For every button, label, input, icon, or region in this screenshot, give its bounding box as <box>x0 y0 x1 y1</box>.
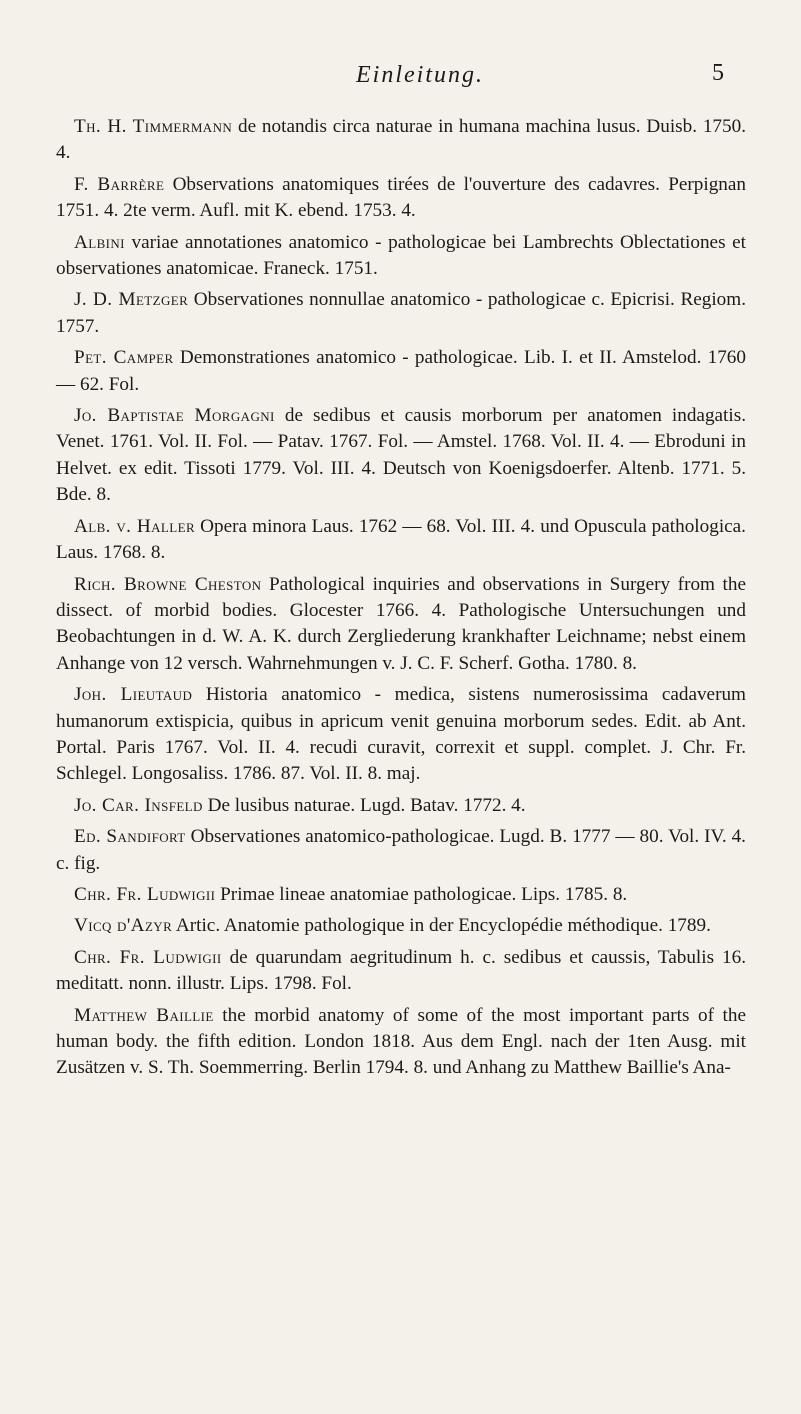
bibliography-entry <box>56 572 746 678</box>
entry-author: Th. H. Timmermann <box>74 116 233 137</box>
bibliography-entry <box>56 403 746 509</box>
entry-text: De lusibus naturae. Lugd. Batav. 1772. 4. <box>202 794 526 816</box>
entry-text: Observations anatomiques tirées de l'ouverture des cadavres. Perpignan 1751. 4. 2te verm. Aufl. mit K. ebend. 1753. 4. <box>56 173 746 222</box>
bibliography-entry <box>56 114 746 167</box>
bibliography-list <box>56 114 746 1087</box>
entry-text: Opera minora Laus. 1762 — 68. Vol. III. 4. und Opuscula pathologica. Laus. 1768. 8. <box>56 515 746 564</box>
entry-author: J. D. Metzger <box>74 289 189 311</box>
entry-author: Rich. Browne Cheston <box>74 573 262 595</box>
bibliography-entry <box>56 1003 746 1082</box>
bibliography-entry <box>56 913 746 939</box>
entry-author: Joh. Lieutaud <box>74 684 193 706</box>
bibliography-entry <box>56 230 746 283</box>
bibliography-entry <box>56 345 746 398</box>
entry-text: Observationes nonnullae anatomico - pathologicae c. Epicrisi. Regiom. 1757. <box>56 289 746 337</box>
bibliography-entry <box>56 945 746 998</box>
entry-text: de notandis circa naturae in humana machina lusus. Duisb. 1750. 4. <box>56 116 746 164</box>
entry-author: Albini <box>74 231 125 253</box>
entry-author: Pet. Camper <box>74 347 174 369</box>
entry-author: F. Barrère <box>74 173 165 195</box>
entry-author: Matthew Baillie <box>74 1004 214 1026</box>
entry-text: variae annotationes anatomico - pathologicae bei Lambrechts Oblectationes et observationes anatomicae. Franeck. 1751. <box>56 231 746 280</box>
entry-text: Artic. Anatomie pathologique in der Encyclopédie méthodique. 1789. <box>172 915 711 937</box>
entry-text: Primae lineae anatomiae pathologicae. Lips. 1785. 8. <box>215 883 628 905</box>
entry-text: the morbid anatomy of some of the most important parts of the human body. the fifth edition. London 1818. Aus dem Engl. nach der 1ten Ausg. mit Zusätzen v. S. Th. Soemmerring. Berlin 1794. 8. und Anhang zu Matthew Baillie's Ana- <box>56 1004 747 1079</box>
entry-text: Observationes anatomico-pathologicae. Lugd. B. 1777 — 80. Vol. IV. 4. c. fig. <box>56 826 746 874</box>
entry-text: de quarundam aegritudinum h. c. sedibus et caussis, Tabulis 16. meditatt. nonn. illustr. Lips. 1798. Fol. <box>56 946 746 995</box>
entry-author: Jo. Car. Insfeld <box>74 794 203 816</box>
entry-author: Vicq d'Azyr <box>74 915 173 937</box>
bibliography-entry <box>56 824 746 877</box>
entry-text: Demonstrationes anatomico - pathologicae. Lib. I. et II. Amstelod. 1760 — 62. Fol. <box>56 347 746 395</box>
entry-author: Ed. Sandifort <box>74 826 186 848</box>
page-number: 5 <box>712 60 724 86</box>
bibliography-entry <box>56 287 746 340</box>
bibliography-entry <box>56 793 746 819</box>
entry-author: Chr. Fr. Ludwigii <box>74 883 216 905</box>
bibliography-entry <box>56 682 746 788</box>
entry-author: Jo. Baptistae Morgagni <box>74 405 275 427</box>
entry-text: de sedibus et causis morborum per anatomen indagatis. Venet. 1761. Vol. II. Fol. — Patav. 1767. Fol. — Amstel. 1768. Vol. II. 4. — Ebroduni in Helvet. ex edit. Tissoti 1779. Vol. III. 4. Deutsch von Koenigsdoerfer. Altenb. 1771. 5. Bde. 8. <box>56 405 746 506</box>
running-head <box>110 50 730 86</box>
bibliography-entry <box>56 882 746 908</box>
entry-text: Pathological inquiries and observations in Surgery from the dissect. of morbid bodies. Glocester 1766. 4. Pathologische Untersuchungen und Beobachtungen in d. W. A. K. durch Zergliederung krankhafter Leichname; nebst einem Anhange von 12 versch. Wahrnehmungen v. J. C. F. Scherf. Gotha. 1780. 8. <box>56 573 747 674</box>
bibliography-entry <box>56 514 746 567</box>
running-title: Einleitung. <box>356 62 484 88</box>
entry-author: Alb. v. Haller <box>74 515 196 537</box>
entry-text: Historia anatomico - medica, sistens numerosissima cadaverum humanorum extispicia, quibus in apricum venit genuina morborum sedes. Edit. ab Ant. Portal. Paris 1767. Vol. II. 4. recudi curavit, correxit et suppl. complet. J. Chr. Fr. Schlegel. Longosaliss. 1786. 87. Vol. II. 8. maj. <box>56 684 746 785</box>
entry-author: Chr. Fr. Ludwigii <box>74 946 222 968</box>
bibliography-entry <box>56 172 746 225</box>
